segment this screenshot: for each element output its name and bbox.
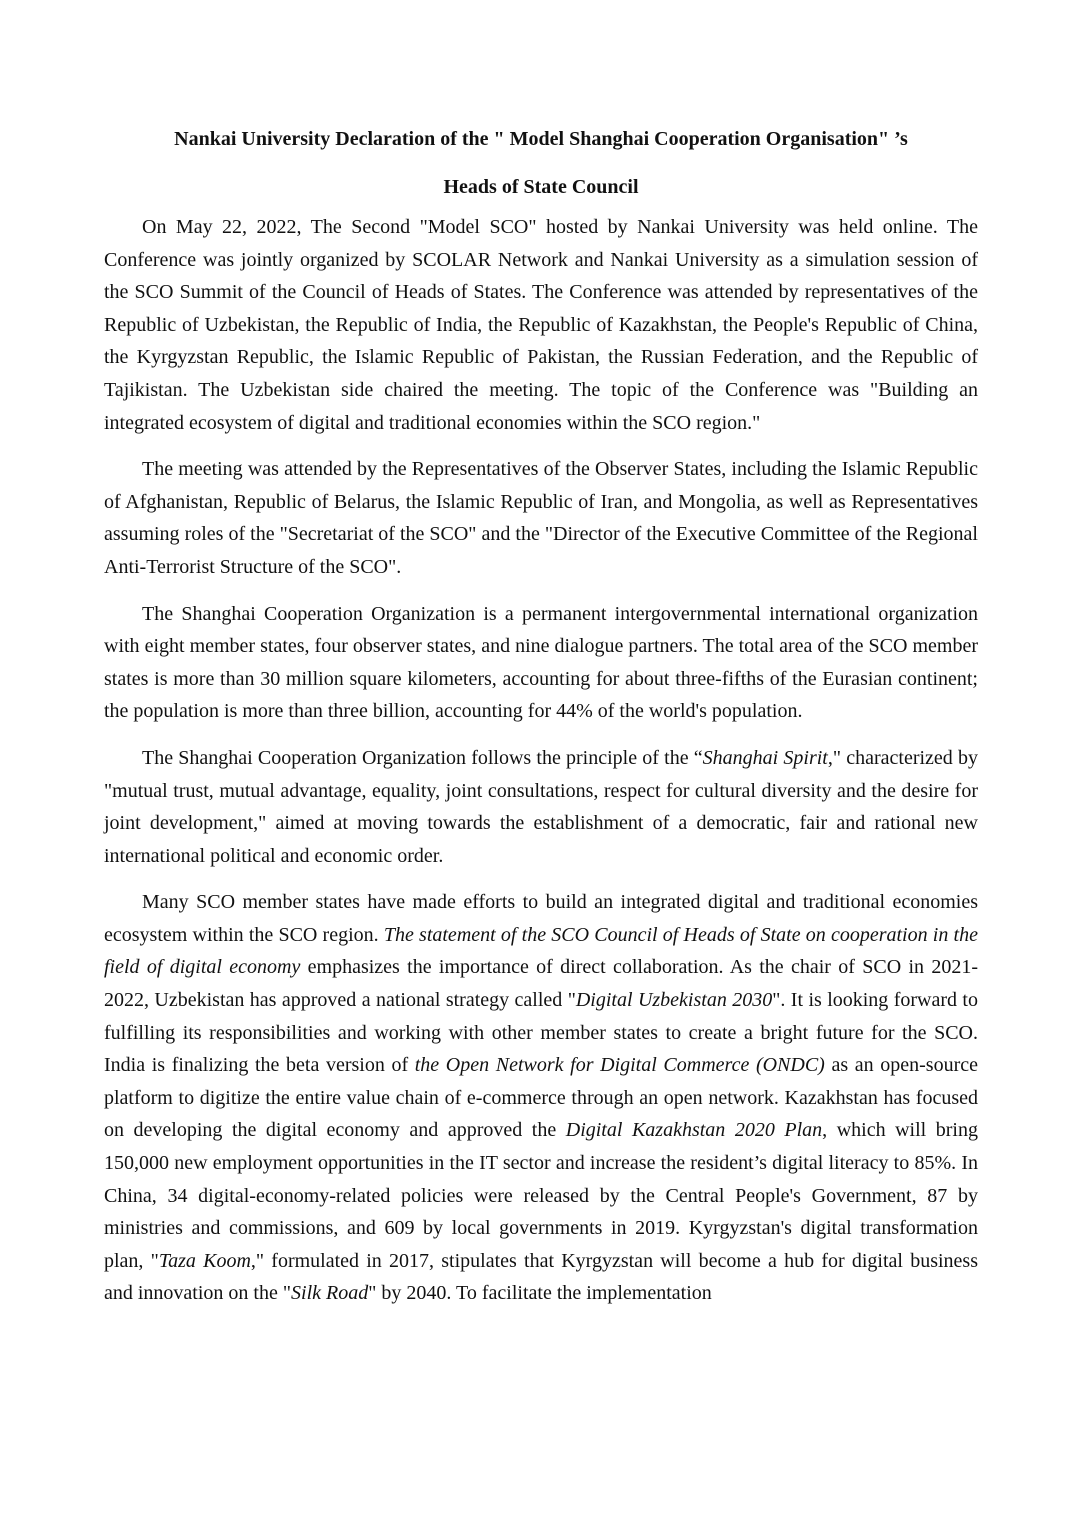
italic-phrase: Silk Road <box>291 1282 369 1305</box>
paragraph-text: On May 22, 2022, The Second "Model SCO" hosted by Nankai University was held online. The Conference was jointly organized by SCOLAR Network and Nankai University as a simulation session of the SCO Summit of the Council of Heads of States. The Conference was attended by representatives of the Republic of Uzbekistan, the Republic of India, the Republic of Kazakhstan, the People's Republic of China, the Kyrgyzstan Republic, the Islamic Republic of Pakistan, the Russian Federation, and the Republic of Tajikistan. The Uzbekistan side chaired the meeting. The topic of the Conference was "Building an integrated ecosystem of digital and traditional economies within the SCO region." <box>104 216 978 434</box>
paragraph <box>104 886 978 1310</box>
paragraph-text: emphasizes the importance of direct collaboration. As the chair of SCO in 2021-2022, Uzbekistan has approved a national strategy called " <box>104 956 978 1012</box>
paragraph-text: " by 2040. To facilitate the implementation <box>368 1282 712 1305</box>
document-title-line-1: Nankai University Declaration of the " Model Shanghai Cooperation Organisation" ’s <box>174 128 908 150</box>
paragraph <box>104 598 978 728</box>
italic-phrase: the Open Network for Digital Commerce (ONDC) <box>414 1054 825 1077</box>
paragraph <box>104 742 978 872</box>
paragraph <box>104 211 978 439</box>
document-body <box>104 211 978 1310</box>
italic-phrase: Digital Uzbekistan 2030 <box>575 989 773 1012</box>
paragraph-text: , which will bring 150,000 new employment opportunities in the IT sector and increase the resident’s digital literacy to 85%. In China, 34 digital-economy-related policies were released by the Central People's Government, 87 by ministries and commissions, and 609 by local governments in 2019. Kyrgyzstan's digital transformation plan, " <box>104 1119 978 1272</box>
italic-phrase: The statement of the SCO Council of Heads of State on cooperation in the field of digital economy <box>104 923 978 979</box>
paragraph <box>104 453 978 583</box>
paragraph-text: ," characterized by "mutual trust, mutual advantage, equality, joint consultations, respect for cultural diversity and the desire for joint development," aimed at moving towards the establishment of a democratic, fair and rational new international political and economic order. <box>104 746 978 867</box>
paragraph-text: The Shanghai Cooperation Organization is a permanent intergovernmental international organization with eight member states, four observer states, and nine dialogue partners. The total area of the SCO member states is more than 30 million square kilometers, accounting for about three-fifths of the Eurasian continent; the population is more than three billion, accounting for 44% of the world's population. <box>104 602 978 723</box>
italic-phrase: Shanghai Spirit <box>702 746 828 769</box>
paragraph-text: Many SCO member states have made efforts to build an integrated digital and traditional economies ecosystem within the SCO region. <box>104 891 978 946</box>
italic-phrase: Taza Koom <box>158 1249 251 1272</box>
paragraph-text: The Shanghai Cooperation Organization follows the principle of the “ <box>142 746 703 769</box>
paragraph-text: The meeting was attended by the Representatives of the Observer States, including the Islamic Republic of Afghanistan, Republic of Belarus, the Islamic Republic of Iran, and Mongolia, as well as Representatives assuming roles of the "Secretariat of the SCO" and the "Director of the Executive Committee of the Regional Anti-Terrorist Structure of the SCO". <box>104 458 978 578</box>
document-title-line-2: Heads of State Council <box>443 176 639 198</box>
paragraph-text: ," formulated in 2017, stipulates that Kyrgyzstan will become a hub for digital business and innovation on the " <box>104 1249 978 1305</box>
paragraph-text: ". It is looking forward to fulfilling its responsibilities and working with other member states to create a bright future for the SCO. India is finalizing the beta version of <box>104 989 978 1077</box>
paragraph-text: as an open-source platform to digitize the entire value chain of e-commerce through an open network. Kazakhstan has focused on developing the digital economy and approved the <box>104 1054 978 1142</box>
italic-phrase: Digital Kazakhstan 2020 Plan <box>565 1119 823 1142</box>
